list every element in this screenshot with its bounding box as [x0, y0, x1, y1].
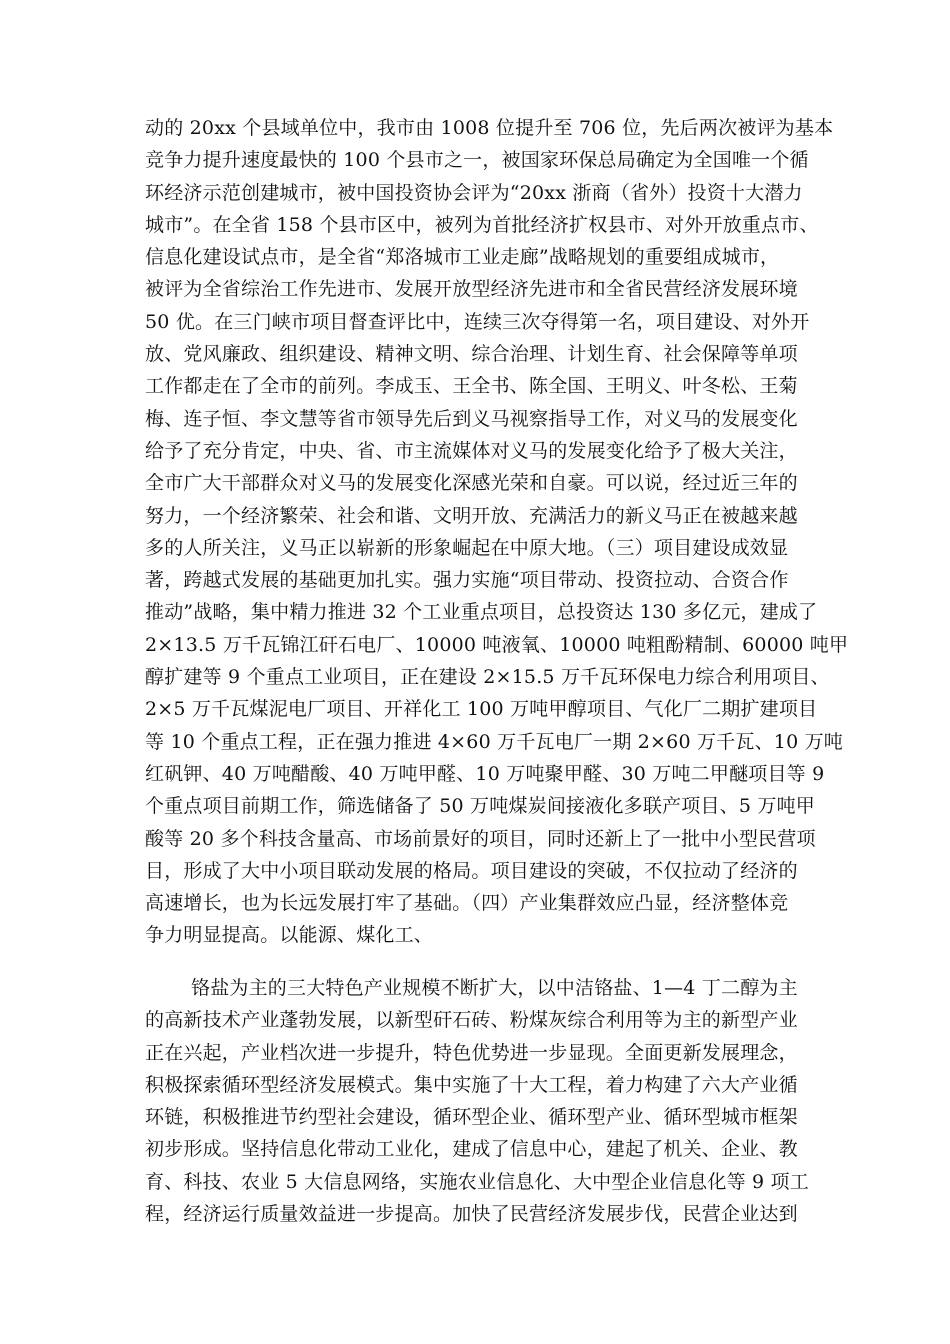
text-line-indented: 铬盐为主的三大特色产业规模不断扩大，以中洁铬盐、1—4 丁二醇为主 — [191, 977, 798, 999]
text-line: 2×5 万千瓦煤泥电厂项目、开祥化工 100 万吨甲醇项目、气化厂二期扩建项目 — [145, 698, 818, 721]
text-line: 正在兴起，产业档次进一步提升，特色优势进一步显现。全面更新发展理念， — [145, 1041, 798, 1064]
text-line: 全市广大干部群众对义马的发展变化深感光荣和自豪。可以说，经过近三年的 — [145, 472, 798, 495]
text-line: 工作都走在了全市的前列。李成玉、王全书、陈全国、王明义、叶冬松、王菊 — [145, 375, 798, 398]
text-line: 的高新技术产业蓬勃发展，以新型矸石砖、粉煤灰综合利用等为主的新型产业 — [145, 1009, 798, 1032]
text-line: 著，跨越式发展的基础更加扎实。强力实施“项目带动、投资拉动、合资合作 — [145, 569, 789, 592]
text-line: 放、党风廉政、组织建设、精神文明、综合治理、计划生育、社会保障等单项 — [145, 343, 798, 366]
text-line: 环经济示范创建城市，被中国投资协会评为“20xx 浙商（省外）投资十大潜力 — [145, 181, 803, 204]
text-line: 争力明显提高。以能源、煤化工、 — [145, 924, 434, 947]
text-line: 竞争力提升速度最快的 100 个县市之一，被国家环保总局确定为全国唯一个循 — [145, 149, 809, 172]
text-line: 红矾钾、40 万吨醋酸、40 万吨甲醛、10 万吨聚甲醛、30 万吨二甲醚项目等 9 — [145, 762, 825, 785]
text-line: 醇扩建等 9 个重点工业项目，正在建设 2×15.5 万千瓦环保电力综合利用项目、 — [145, 666, 830, 689]
text-line: 程，经济运行质量效益进一步提高。加快了民营经济发展步伐，民营企业达到 — [145, 1203, 798, 1226]
text-line: 环链，积极推进节约型社会建设，循环型企业、循环型产业、循环型城市框架 — [145, 1106, 798, 1129]
body-paragraph-1 — [145, 112, 849, 952]
text-line: 努力，一个经济繁荣、社会和谐、文明开放、充满活力的新义马正在被越来越 — [145, 504, 798, 527]
text-line: 被评为全省综治工作先进市、发展开放型经济先进市和全省民营经济发展环境 — [145, 278, 798, 301]
text-line: 等 10 个重点工程，正在强力推进 4×60 万千瓦电厂一期 2×60 万千瓦、10 万吨 — [145, 730, 844, 753]
text-line: 多的人所关注，义马正以崭新的形象崛起在中原大地。（三）项目建设成效显 — [145, 536, 789, 559]
text-line: 个重点项目前期工作，筛选储备了 50 万吨煤炭间接液化多联产项目、5 万吨甲 — [145, 795, 815, 818]
text-line: 积极探索循环型经济发展模式。集中实施了十大工程，着力构建了六大产业循 — [145, 1073, 798, 1096]
text-line: 城市”。在全省 158 个县市区中，被列为首批经济扩权县市、对外开放重点市、 — [145, 213, 819, 236]
text-line: 给予了充分肯定，中央、省、市主流媒体对义马的发展变化给予了极大关注， — [145, 439, 798, 462]
body-paragraph-2 — [145, 972, 809, 1230]
text-line: 目，形成了大中小项目联动发展的格局。项目建设的突破，不仅拉动了经济的 — [145, 859, 798, 882]
text-line: 推动”战略，集中精力推进 32 个工业重点项目，总投资达 130 多亿元，建成了 — [145, 601, 818, 624]
text-line: 动的 20xx 个县域单位中，我市由 1008 位提升至 706 位，先后两次被评为基本 — [145, 117, 834, 139]
text-line: 育、科技、农业 5 大信息网络，实施农业信息化、大中型企业信息化等 9 项工 — [145, 1170, 809, 1193]
text-line: 酸等 20 多个科技含量高、市场前景好的项目，同时还新上了一批中小型民营项 — [145, 827, 816, 850]
text-line: 2×13.5 万千瓦锦江矸石电厂、10000 吨液氧、10000 吨粗酚精制、60000 吨甲 — [145, 633, 849, 656]
text-line: 梅、连子恒、李文慧等省市领导先后到义马视察指导工作，对义马的发展变化 — [145, 407, 798, 430]
text-line: 50 优。在三门峡市项目督查评比中，连续三次夺得第一名，项目建设、对外开 — [145, 310, 810, 333]
text-line: 初步形成。坚持信息化带动工业化，建成了信息中心，建起了机关、企业、教 — [145, 1138, 798, 1161]
text-line: 高速增长，也为长远发展打牢了基础。（四）产业集群效应凸显，经济整体竞 — [145, 892, 789, 915]
text-line: 信息化建设试点市，是全省“郑洛城市工业走廊”战略规划的重要组成城市， — [145, 246, 780, 269]
